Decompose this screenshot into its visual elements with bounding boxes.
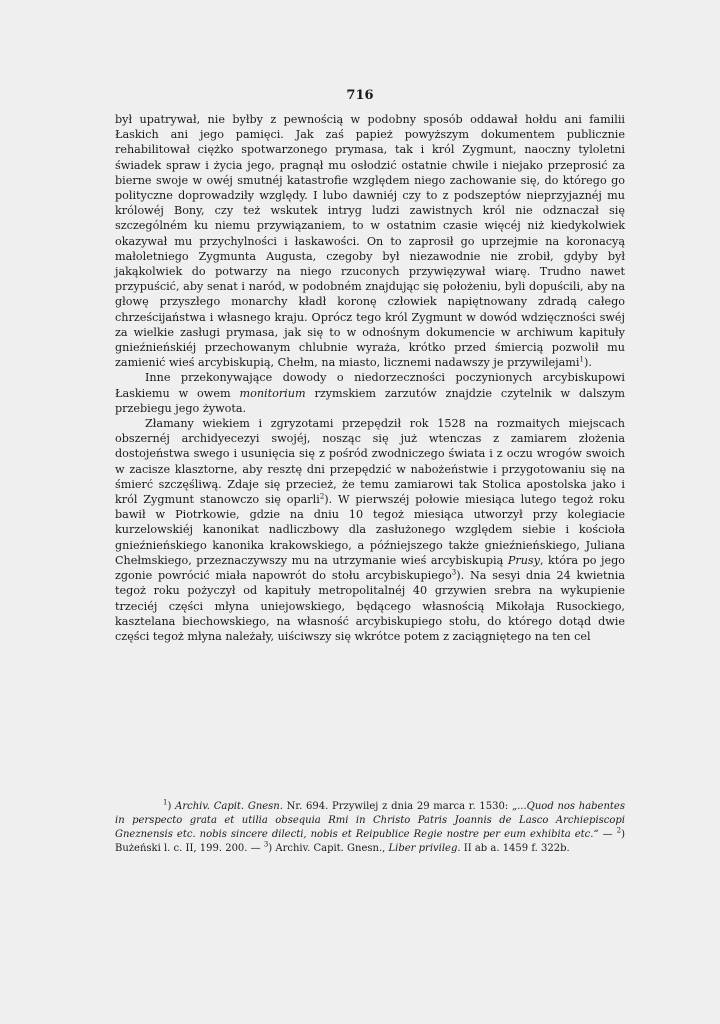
paragraph-2-text-a: Inne przekonywające dowody o niedorzeczności poczynionych arcybiskupowi Łaskiemu w owem	[115, 371, 625, 400]
paragraph-2	[115, 370, 625, 416]
footnote-dash-2: —	[247, 843, 264, 854]
footnote-ref-1: 1	[579, 355, 584, 364]
italic-monitorium: monitorium	[239, 386, 306, 400]
footnotes	[115, 800, 625, 856]
footnote-3-source: Archiv. Capit. Gnesn.,	[275, 843, 386, 854]
footnote-3-ref: II ab a. 1459 f. 322b.	[463, 843, 570, 854]
footnote-1-mark: 1	[163, 798, 168, 807]
footnote-block: $^1$) Archiv. Capit. Gnesn. Nr. 694. Przywilej z dnia 29 marca r. 1530: „...Quod nos habentes in perspecto grata et utilia obsequia Rmi in Christo Patris Joannis de Lasco Archiepiscopi Gneznensis etc. nobis sincere dilecti, nobis et Reipublice Regie nostre per eum exhibita etc.“ — $^2$) Bużeński l. c. II, 199. 200. — $^3$) Archiv. Capit. Gnesn., Liber privileg. II ab a. 1459 f. 322b.	[115, 798, 626, 854]
footnote-1-archiv: Archiv. Capit. Gnesn.	[175, 801, 283, 812]
footnote-3-liber: Liber privileg.	[388, 843, 461, 854]
footnote-dash-1: —	[598, 829, 617, 840]
paragraph-3-text-b: . W pierwszéj połowie miesiąca lutego tegoż roku bawił w Piotrkowie, gdzie na dniu 10 tegoż miesiąca utworzył przy kolegiacie kurzelowskiéj kanonikat nadliczbowy dla zasłużonego względem siebie i kościoła gnieźnieńskiego kanonika krakowskiego, a późniejszego także gnieźnieńskiego, Juliana Chełmskiego, przeznaczywszy mu na utrzymanie wieś arcybiskupią	[115, 493, 626, 567]
paragraph-1: był upatrywał, nie byłby z pewnością w podobny sposób oddawał hołdu ani familii Łaskich ani jego pamięci. Jak zaś papież powyższym dokumentem publicznie rehabilitował ciężko spotwarzonego prymasa, tak i król Zygmunt, naoczny tyloletni świadek spraw i życia jego, pragnął mu osłodzić ostatnie chwile i niejako przeprosić za bierne swoje w owéj smutnéj katastrofie względem niego zachowanie się, do którego go polityczne doprowadziły względy. I lubo dawniéj czy to z podszeptów nieprzyjaznéj mu królowéj Bony, czy też wskutek intryg ludzi zawistnych król nie odznaczał się szczególném ku niemu przywiązaniem, to w ostatnim czasie więcéj niż kiedykolwiek okazywał mu przychylności i łaskawości. On to zaprosił go uprzejmie na koronacyą małoletniego Zygmunta Augusta, czegoby był niezawodnie nie zrobił, gdyby był jakąkolwiek do potwarzy na niego rzuconych przywięzywał wiarę. Trudno nawet przypuścić, aby senat i naród, w podobném znajdując się położeniu, byli dopuścili, aby na głowę przyszłego monarchy kładł koronę człowiek napiętnowany zdradą całego chrześcijaństwa i własnego kraju. Oprócz tego król Zygmunt w dowód wdzięczności swéj za wielkie zasługi prymasa, jak się to w odnośnym dokumencie w archiwum kapituły gnieźnieńskiéj przechowanym chlubnie wyraża, krótko przed śmiercią pozwolił mu zamienić wieś arcybiskupią, Chełm, na miasto, licznemi nadawszy je przywilejami$^1$).	[115, 113, 625, 370]
paragraph-2-text-b: rzymskiem zarzutów znajdzie czytelnik w dalszym przebiegu jego żywota.	[115, 386, 625, 415]
footnote-1-quote: „...Quod nos habentes in perspecto grata et utilia obsequia Rmi in Christo Patris Joannis de Lasco Archiepiscopi Gneznensis etc. nobis sincere dilecti, nobis et Reipublice Regie nostre per eum exhibita etc.“	[115, 801, 625, 840]
footnote-2-text: Bużeński l. c. II, 199. 200.	[115, 843, 248, 854]
footnote-ref-3: 3	[451, 568, 457, 577]
italic-prusy: Prusy	[507, 553, 540, 567]
paragraph-3-text-d: . Na sesyi dnia 24 kwietnia tegoż roku pożyczył od kapituły metropolitalnéj 40 grzywien srebra na wykupienie trzeciéj części młyna uniejowskiego, będącego własnością Mikołaja Rusockiego, kasztelana biechowskiego, na własność arcybiskupiego stołu, do którego dotąd dwie części tegoż młyna należały, uiściwszy się wkrótce potem z zaciągniętego na ten cel	[115, 569, 625, 643]
paragraph-1-text: był upatrywał, nie byłby z pewnością w podobny sposób oddawał hołdu ani familii Łaskich ani jego pamięci. Jak zaś papież powyższym dokumentem publicznie rehabilitował ciężko spotwarzonego prymasa, tak i król Zygmunt, naoczny tyloletni świadek spraw i życia jego, pragnął mu osłodzić ostatnie chwile i niejako przeprosić za bierne swoje w owéj smutnéj katastrofie względem niego zachowanie się, do którego go polityczne doprowadziły względy. I lubo dawniéj czy to z podszeptów nieprzyjaznéj mu królowéj Bony, czy też wskutek intryg ludzi zawistnych król nie odznaczał się szczególném ku niemu przywiązaniem, to w ostatnim czasie więcéj niż kiedykolwiek okazywał mu przychylności i łaskawości. On to zaprosił go uprzejmie na koronacyą małoletniego Zygmunta Augusta, czegoby był niezawodnie nie zrobił, gdyby był jakąkolwiek do potwarzy na niego rzuconych przywięzywał wiarę. Trudno nawet przypuścić, aby senat i naród, w podobném znajdując się położeniu, byli dopuścili, aby na głowę przyszłego monarchy kładł koronę człowiek napiętnowany zdradą całego chrześcijaństwa i własnego kraju. Oprócz tego król Zygmunt w dowód wdzięczności swéj za wielkie zasługi prymasa, jak się to w odnośnym dokumencie w archiwum kapituły gnieźnieńskiéj przechowanym chlubnie wyraża, krótko przed śmiercią pozwolił mu zamienić wieś arcybiskupią, Chełm, na miasto, licznemi nadawszy je przywilejami	[115, 113, 625, 370]
footnote-1-text: Nr. 694. Przywilej z dnia 29 marca r. 1530:	[286, 801, 509, 812]
footnote-ref-2: 2	[319, 492, 325, 501]
footnote-3-mark: 3	[263, 840, 269, 849]
paragraph-3-text-c: , która po jego zgonie powrócić miała napowrót do stołu arcybiskupiego	[115, 553, 625, 583]
footnote-2-mark: 2	[616, 826, 622, 835]
body-text	[115, 112, 625, 644]
page-number: 716	[346, 88, 374, 103]
paragraph-3: Złamany wiekiem i zgryzotami przepędził rok 1528 na rozmaitych miejscach obszernéj archidyecezyi swojéj, nosząc się już wtenczas z zamiarem złożenia dostojeństwa swego i usunięcia się z pośród zwodniczego świata i z oczu wrogów swoich w zacisze klasztorne, aby resztę dni przepędzić w nabożeństwie i przygotowaniu się na śmierć szczęśliwą. Zdaje się przecież, że temu zamiarowi tak Stolica apostolska jako i król Zygmunt stanowczo się oparli$^2$). W pierwszéj połowie miesiąca lutego tegoż roku bawił w Piotrkowie, gdzie na dniu 10 tegoż miesiąca utworzył przy kolegiacie kurzelowskiéj kanonikat nadliczbowy dla zasłużonego względem siebie i kościoła gnieźnieńskiego kanonika krakowskiego, a późniejszego także gnieźnieńskiego, Juliana Chełmskiego, przeznaczywszy mu na utrzymanie wieś arcybiskupią Prusy, która po jego zgonie powrócić miała napowrót do stołu arcybiskupiego$^3$). Na sesyi dnia 24 kwietnia tegoż roku pożyczył od kapituły metropolitalnéj 40 grzywien srebra na wykupienie trzeciéj części młyna uniejowskiego, będącego własnością Mikołaja Rusockiego, kasztelana biechowskiego, na własność arcybiskupiego stołu, do którego dotąd dwie części tegoż młyna należały, uiściwszy się wkrótce potem z zaciągniętego na ten cel	[115, 417, 626, 643]
paragraph-3-text-a: Złamany wiekiem i zgryzotami przepędził rok 1528 na rozmaitych miejscach obszernéj archidyecezyi swojéj, nosząc się już wtenczas z zamiarem złożenia dostojeństwa swego i usunięcia się z pośród zwodniczego świata i z oczu wrogów swoich w zacisze klasztorne, aby resztę dni przepędzić w nabożeństwie i przygotowaniu się na śmierć szczęśliwą. Zdaje się przecież, że temu zamiarowi tak Stolica apostolska jako i król Zygmunt stanowczo się oparli	[115, 417, 625, 507]
